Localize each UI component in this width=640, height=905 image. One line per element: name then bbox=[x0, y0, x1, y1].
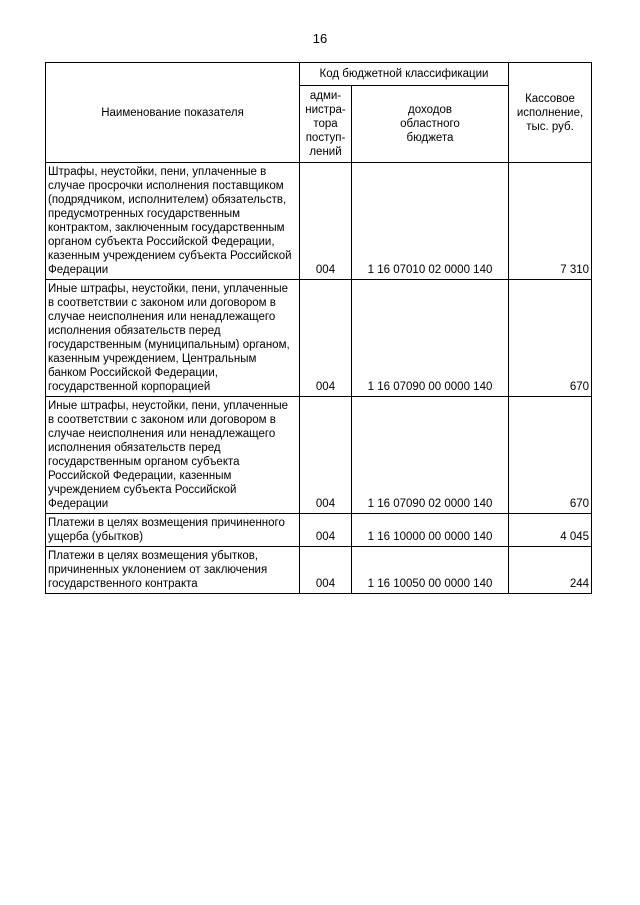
table-row bbox=[46, 163, 592, 280]
header-regional-budget-income: доходов областного бюджета bbox=[352, 86, 509, 163]
header-indicator-name: Наименование показателя bbox=[46, 63, 300, 163]
table-row bbox=[46, 280, 592, 397]
header-classification-code: Код бюджетной классификации bbox=[300, 63, 509, 86]
page-number: 16 bbox=[312, 31, 328, 46]
indicator-name-cell: Иные штрафы, неустойки, пени, уплаченные в соответствии с законом или договором в случае неисполнения или ненадлежащего исполнения обязательств перед государственным органом субъекта Российской Федерации, казенным учреждением субъекта Российской Федерации bbox=[46, 397, 300, 514]
income-code-cell: 1 16 10050 00 0000 140 bbox=[352, 547, 509, 594]
cash-execution-cell: 670 bbox=[509, 397, 592, 514]
administrator-code-cell: 004 bbox=[300, 514, 352, 547]
indicator-name-cell: Иные штрафы, неустойки, пени, уплаченные в соответствии с законом или договором в случае неисполнения или ненадлежащего исполнения обязательств перед государственным (муниципальным) органом, казенным учреждением, Центральным банком Российской Федерации, государственной корпорацией bbox=[46, 280, 300, 397]
header-row-1 bbox=[46, 63, 592, 86]
cash-execution-cell: 244 bbox=[509, 547, 592, 594]
budget-table bbox=[45, 62, 592, 594]
income-code-cell: 1 16 07090 00 0000 140 bbox=[352, 280, 509, 397]
income-code-cell: 1 16 07010 02 0000 140 bbox=[352, 163, 509, 280]
administrator-code-cell: 004 bbox=[300, 163, 352, 280]
administrator-code-cell: 004 bbox=[300, 397, 352, 514]
cash-execution-cell: 4 045 bbox=[509, 514, 592, 547]
table-row bbox=[46, 514, 592, 547]
indicator-name-cell: Штрафы, неустойки, пени, уплаченные в случае просрочки исполнения поставщиком (подрядчиком, исполнителем) обязательств, предусмотренных государственным контрактом, заключенным государственным органом субъекта Российской Федерации, казенным учреждением субъекта Российской Федерации bbox=[46, 163, 300, 280]
header-cash-execution: Кассовое исполнение, тыс. руб. bbox=[509, 63, 592, 163]
indicator-name-cell: Платежи в целях возмещения убытков, причиненных уклонением от заключения государственного контракта bbox=[46, 547, 300, 594]
header-revenue-administrator: адми- нистра- тора поступ- лений bbox=[300, 86, 352, 163]
administrator-code-cell: 004 bbox=[300, 547, 352, 594]
indicator-name-cell: Платежи в целях возмещения причиненного ущерба (убытков) bbox=[46, 514, 300, 547]
table-row bbox=[46, 397, 592, 514]
income-code-cell: 1 16 07090 02 0000 140 bbox=[352, 397, 509, 514]
income-code-cell: 1 16 10000 00 0000 140 bbox=[352, 514, 509, 547]
cash-execution-cell: 670 bbox=[509, 280, 592, 397]
administrator-code-cell: 004 bbox=[300, 280, 352, 397]
cash-execution-cell: 7 310 bbox=[509, 163, 592, 280]
table-row bbox=[46, 547, 592, 594]
